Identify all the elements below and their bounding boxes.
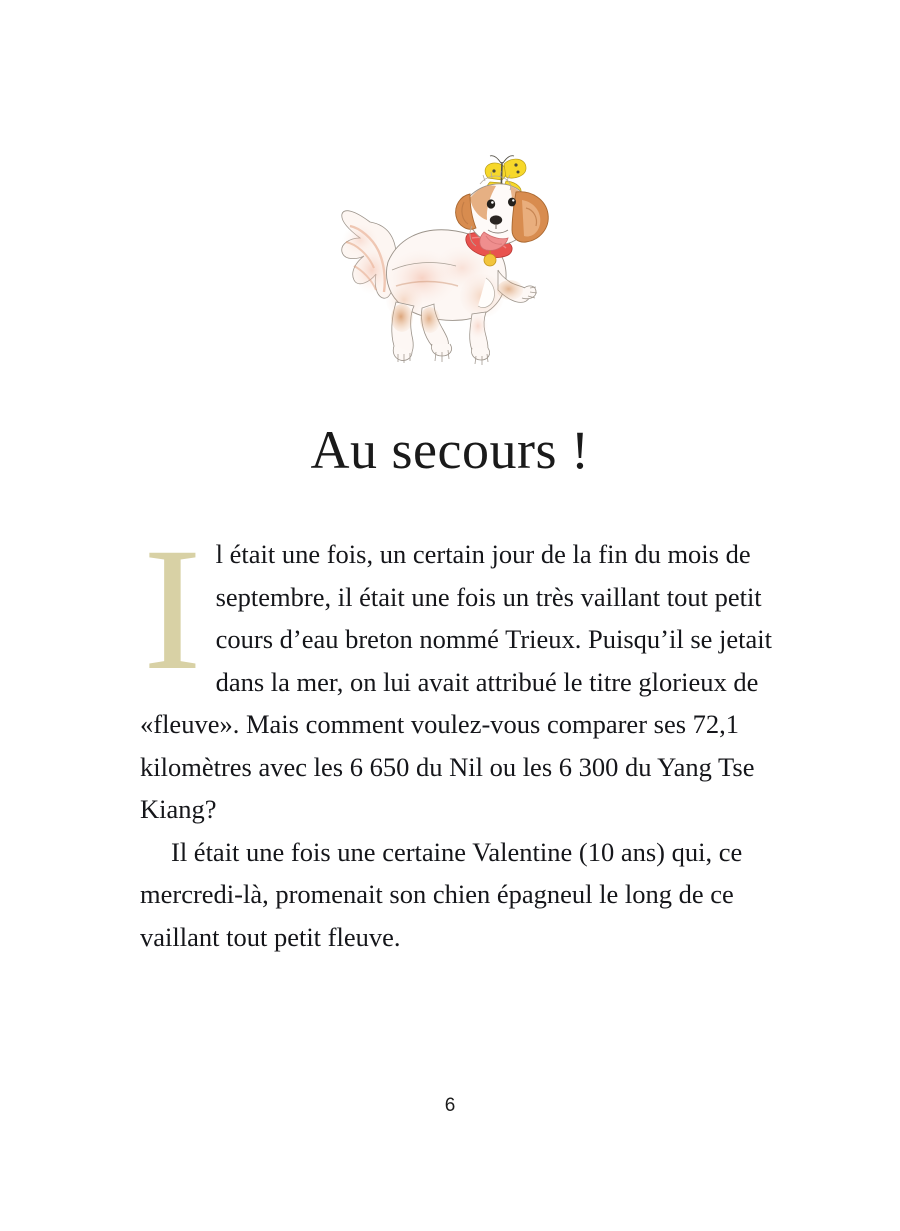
- dog-illustration: [342, 171, 549, 365]
- paragraph-1: [140, 512, 774, 831]
- drop-cap: I: [143, 512, 202, 707]
- body-text: [140, 512, 774, 958]
- chapter-illustration: [330, 150, 580, 385]
- paragraph-2: Il était une fois une certaine Valentine (10 ans) qui, ce mercredi-là, promenait son chien épagneul le long de ce vaillant tout petit fleuve.: [140, 836, 743, 952]
- chapter-title: Au secours !: [310, 420, 590, 481]
- paragraph-1-text: l était une fois, un certain jour de la fin du mois de septembre, il était une fois un très vaillant tout petit cours d’eau breton nommé Trieux. Puisqu’il se jetait dans la mer, on lui avait attribué le titre glorieux de «fleuve». Mais comment voulez-vous comparer ses 72,1 kilomètres avec les 6 650 du Nil ou les 6 300 du Yang Tse Kiang?: [140, 539, 773, 824]
- page-number: 6: [444, 1095, 456, 1116]
